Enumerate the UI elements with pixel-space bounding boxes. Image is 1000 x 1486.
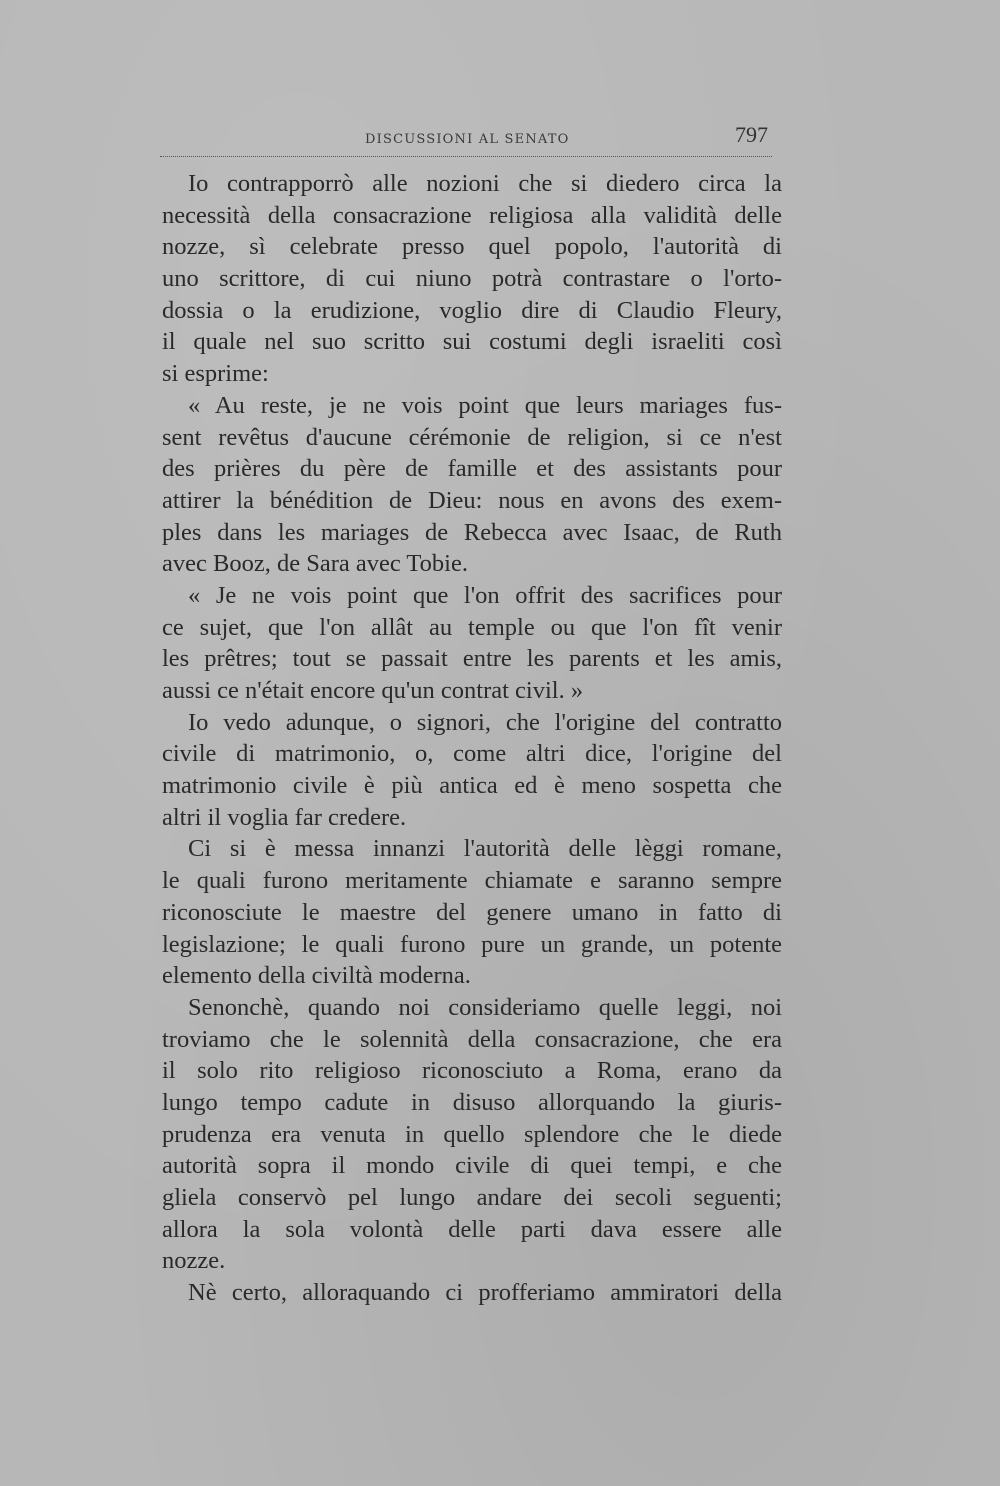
text-line: le quali furono meritamente chiamate e saranno sempre <box>162 867 782 895</box>
text-line: Senonchè, quando noi consideriamo quelle leggi, noi <box>188 993 782 1021</box>
text-line: il quale nel suo scritto sui costumi degli israeliti così <box>162 328 782 356</box>
text-line: prudenza era venuta in quello splendore che le diede <box>162 1120 782 1148</box>
body-text <box>162 168 782 1309</box>
text-line: ples dans les mariages de Rebecca avec Isaac, de Ruth <box>162 518 782 546</box>
text-line: attirer la bénédition de Dieu: nous en avons des exem- <box>162 486 782 514</box>
text-line: altri il voglia far credere. <box>162 803 407 831</box>
text-line: lungo tempo cadute in disuso allorquando la giuris- <box>162 1088 782 1116</box>
text-line: civile di matrimonio, o, come altri dice, l'origine del <box>162 740 782 768</box>
text-line: si esprime: <box>162 360 269 388</box>
text-line: dossia o la erudizione, voglio dire di Claudio Fleury, <box>162 296 782 324</box>
text-line: legislazione; le quali furono pure un grande, un potente <box>162 930 782 958</box>
text-line: Io contrapporrò alle nozioni che si diedero circa la <box>188 170 782 197</box>
text-line: nozze, sì celebrate presso quel popolo, l'autorità di <box>162 233 782 261</box>
page-header <box>160 118 790 158</box>
running-head: DISCUSSIONI AL SENATO <box>365 132 570 147</box>
text-line: gliela conservò pel lungo andare dei secoli seguenti; <box>162 1184 782 1211</box>
text-line: uno scrittore, di cui niuno potrà contrastare o l'orto- <box>162 265 782 293</box>
text-line: les prêtres; tout se passait entre les parents et les amis, <box>162 645 782 673</box>
text-line: Ci si è messa innanzi l'autorità delle lèggi romane, <box>188 835 782 863</box>
text-line: Io vedo adunque, o signori, che l'origine del contratto <box>188 708 782 736</box>
text-line: allora la sola volontà delle parti dava essere alle <box>162 1215 782 1243</box>
text-line: Nè certo, alloraquando ci profferiamo ammiratori della <box>188 1279 782 1307</box>
text-line: avec Booz, de Sara avec Tobie. <box>162 550 468 578</box>
text-line: ce sujet, que l'on allât au temple ou que l'on fît venir <box>162 613 782 641</box>
page-number: 797 <box>735 122 768 147</box>
text-line: riconosciute le maestre del genere umano in fatto di <box>162 898 782 926</box>
text-line: sent revêtus d'aucune cérémonie de religion, si ce n'est <box>162 423 782 451</box>
text-line: « Au reste, je ne vois point que leurs mariages fus- <box>188 391 782 419</box>
text-line: elemento della civiltà moderna. <box>162 962 471 990</box>
text-line: « Je ne vois point que l'on offrit des sacrifices pour <box>188 581 782 609</box>
text-line: aussi ce n'était encore qu'un contrat civil. » <box>162 677 584 704</box>
text-line: nozze. <box>162 1247 226 1275</box>
text-line: autorità sopra il mondo civile di quei tempi, e che <box>162 1152 782 1180</box>
text-line: necessità della consacrazione religiosa alla validità delle <box>162 201 782 229</box>
text-line: troviamo che le solennità della consacrazione, che era <box>162 1025 782 1053</box>
text-line: matrimonio civile è più antica ed è meno sospetta che <box>162 772 782 800</box>
text-line: il solo rito religioso riconosciuto a Roma, erano da <box>162 1057 782 1085</box>
text-line: des prières du père de famille et des assistants pour <box>162 455 782 483</box>
header-rule <box>160 156 772 157</box>
